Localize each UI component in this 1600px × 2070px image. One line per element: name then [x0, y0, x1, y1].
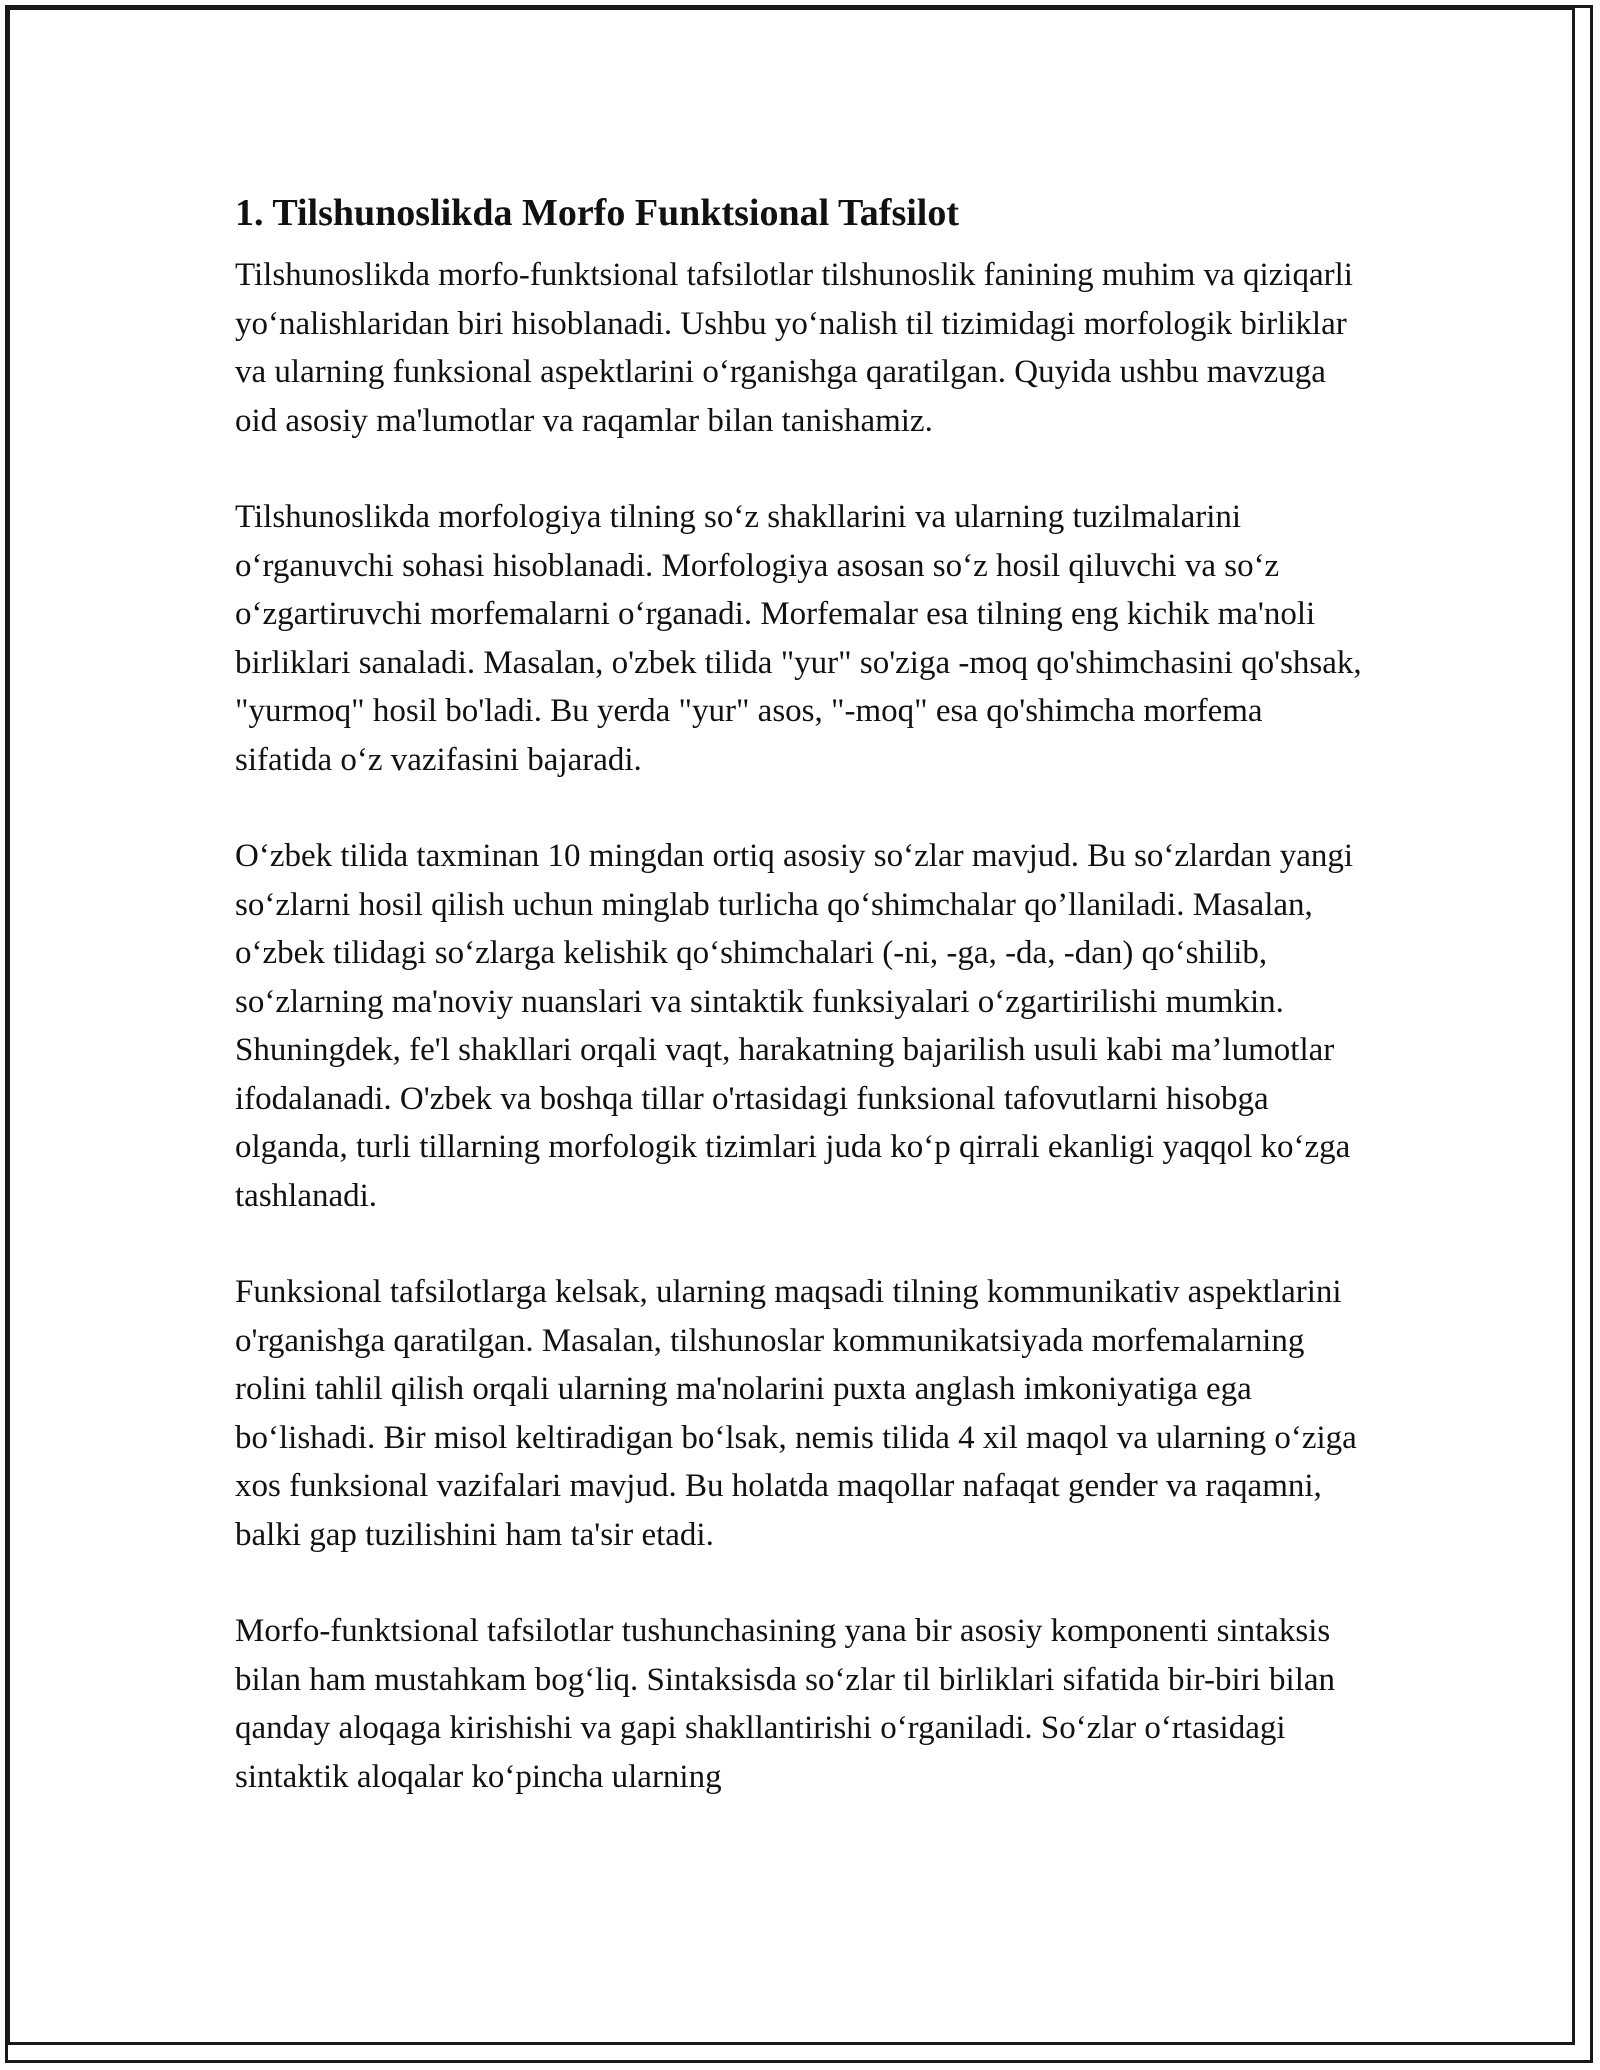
paragraph-syntax: Morfo-funktsional tafsilotlar tushunchasining yana bir asosiy komponenti sintaksis bilan ham mustahkam bog‘liq. Sintaksisda so‘zlar til birliklari sifatida bir-biri bilan qanday aloqaga kirishishi va gapi shakllantirishi o‘rganiladi. So‘zlar o‘rtasidagi sintaktik aloqalar ko‘pincha ularning [235, 1613, 1336, 1795]
document-body [235, 185, 1365, 1849]
paragraph-uzbek-words: O‘zbek tilida taxminan 10 mingdan ortiq asosiy so‘zlar mavjud. Bu so‘zlardan yangi so‘zlarni hosil qilish uchun minglab turlicha qo‘shimchalar qo’llaniladi. Masalan, o‘zbek tilidagi so‘zlarga kelishik qo‘shimchalari (-ni, -ga, -da, -dan) qo‘shilib, so‘zlarning ma'noviy nuanslari va sintaktik funksiyalari o‘zgartirilishi mumkin. Shuningdek, fe'l shakllari orqali vaqt, harakatning bajarilish usuli kabi ma’lumotlar ifodalanadi. O'zbek va boshqa tillar o'rtasidagi funksional tafovutlarni hisobga olganda, turli tillarning morfologik tizimlari juda ko‘p qirrali ekanligi yaqqol ko‘zga tashlanadi. [235, 838, 1354, 1214]
paragraph-morphology: Tilshunoslikda morfologiya tilning so‘z shakllarini va ularning tuzilmalarini o‘rganuvchi sohasi hisoblanadi. Morfologiya asosan so‘z hosil qiluvchi va so‘z o‘zgartiruvchi morfemalarni o‘rganadi. Morfemalar esa tilning eng kichik ma'noli birliklari sanaladi. Masalan, o'zbek tilida "yur" so'ziga -moq qo'shimchasini qo'shsak, "yurmoq" hosil bo'ladi. Bu yerda "yur" asos, "-moq" esa qo'shimcha morfema sifatida o‘z vazifasini bajaradi. [235, 499, 1362, 778]
paragraph-intro: Tilshunoslikda morfo-funktsional tafsilotlar tilshunoslik fanining muhim va qiziqarli yo‘nalishlaridan biri hisoblanadi. Ushbu yo‘nalish til tizimidagi morfologik birliklar va ularning funksional aspektlarini o‘rganishga qaratilgan. Quyida ushbu mavzuga oid asosiy ma'lumotlar va raqamlar bilan tanishamiz. [235, 257, 1353, 439]
paragraph-functional: Funksional tafsilotlarga kelsak, ularning maqsadi tilning kommunikativ aspektlarini o'rganishga qaratilgan. Masalan, tilshunoslar kommunikatsiyada morfemalarning rolini tahlil qilish orqali ularning ma'nolarini puxta anglash imkoniyatiga ega bo‘lishadi. Bir misol keltiradigan bo‘lsak, nemis tilida 4 xil maqol va ularning o‘ziga xos funksional vazifalari mavjud. Bu holatda maqollar nafaqat gender va raqamni, balki gap tuzilishini ham ta'sir etadi. [235, 1274, 1357, 1553]
section-heading: 1. Tilshunoslikda Morfo Funktsional Tafsilot [235, 192, 960, 234]
